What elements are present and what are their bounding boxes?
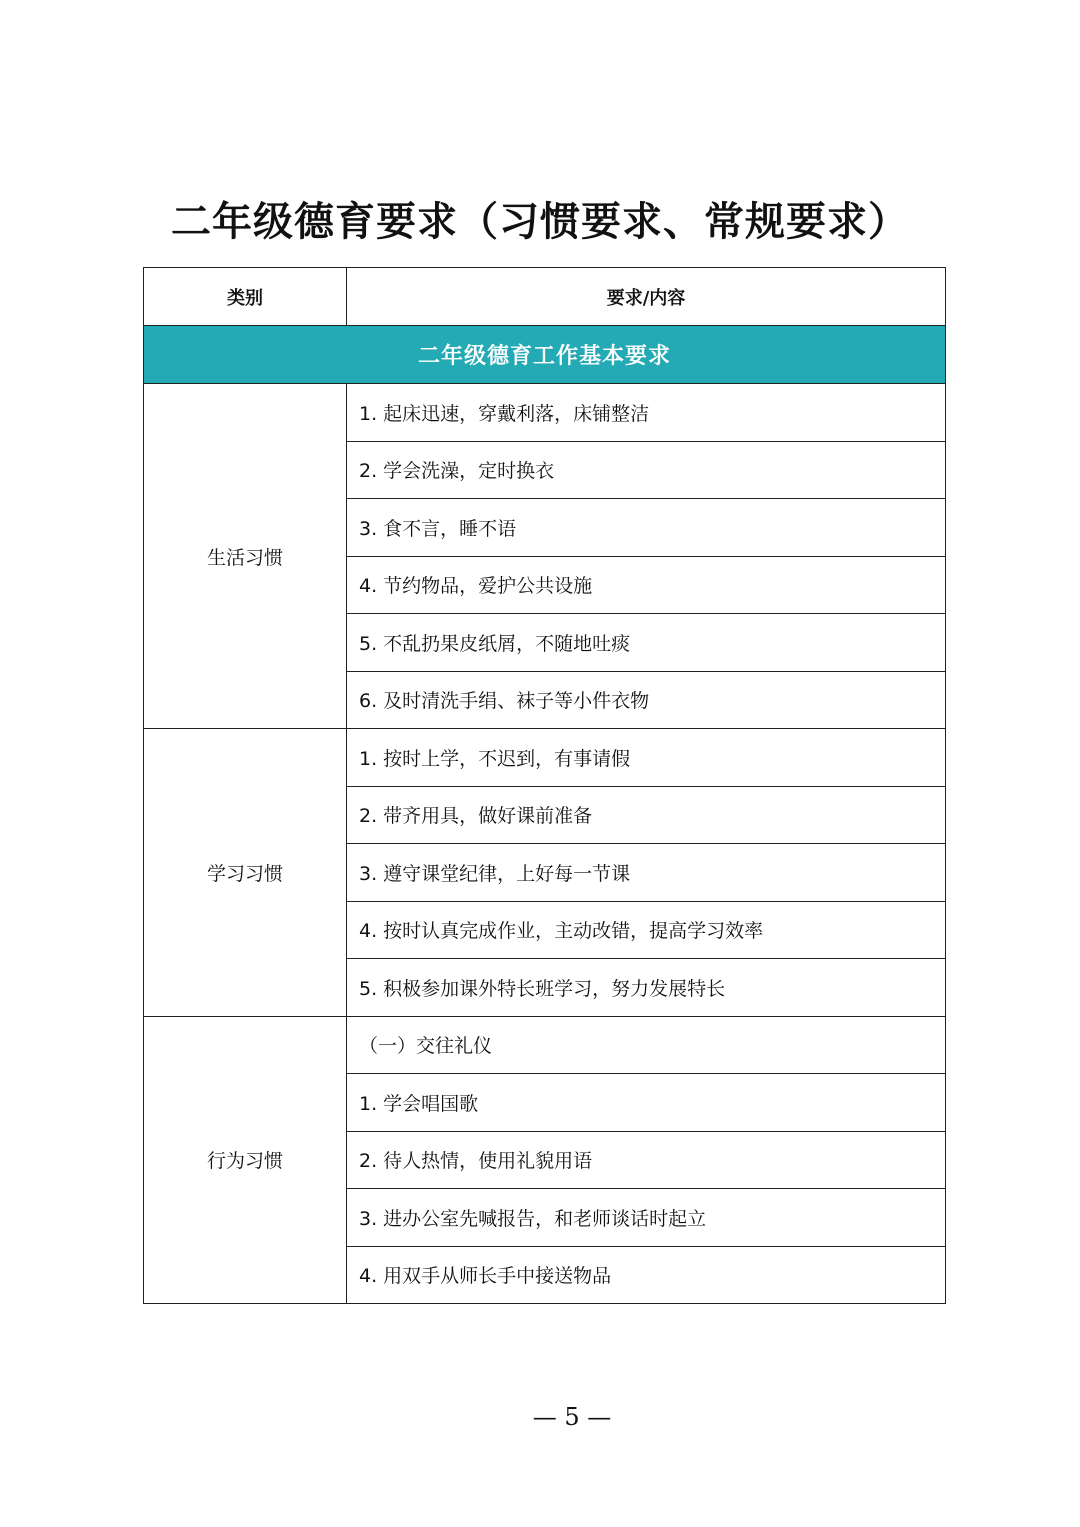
page-number: — 5 — [532,1403,612,1431]
requirement-item: 6. 及时清洗手绢、袜子等小件衣物 [347,671,946,729]
category-cell-life-habits: 生活习惯 [144,384,347,729]
requirement-item: 3. 食不言，睡不语 [347,499,946,557]
requirement-item: （一）交往礼仪 [347,1016,946,1074]
requirement-item: 2. 待人热情，使用礼貌用语 [347,1131,946,1189]
requirement-item: 5. 不乱扔果皮纸屑，不随地吐痰 [347,614,946,672]
requirements-table [143,267,946,1304]
requirement-item: 1. 按时上学，不迟到，有事请假 [347,729,946,787]
category-cell-behavior-habits: 行为习惯 [144,1016,347,1304]
table-header-row [144,268,946,326]
requirement-item: 2. 学会洗澡，定时换衣 [347,441,946,499]
requirement-item: 4. 用双手从师长手中接送物品 [347,1246,946,1304]
requirement-item: 2. 带齐用具，做好课前准备 [347,786,946,844]
requirement-item: 1. 学会唱国歌 [347,1074,946,1132]
header-category: 类别 [144,268,347,326]
section-row [144,326,946,384]
page-title: 二年级德育要求（习惯要求、常规要求） [171,198,909,245]
section-title: 二年级德育工作基本要求 [144,326,946,384]
requirement-item: 4. 按时认真完成作业，主动改错，提高学习效率 [347,901,946,959]
table-row [144,1016,946,1074]
table-row [144,384,946,442]
table-row [144,729,946,787]
requirement-item: 5. 积极参加课外特长班学习，努力发展特长 [347,959,946,1017]
category-cell-study-habits: 学习习惯 [144,729,347,1017]
requirement-item: 3. 进办公室先喊报告，和老师谈话时起立 [347,1189,946,1247]
requirement-item: 3. 遵守课堂纪律，上好每一节课 [347,844,946,902]
requirement-item: 4. 节约物品，爱护公共设施 [347,556,946,614]
header-content: 要求/内容 [347,268,946,326]
requirement-item: 1. 起床迅速，穿戴利落，床铺整洁 [347,384,946,442]
